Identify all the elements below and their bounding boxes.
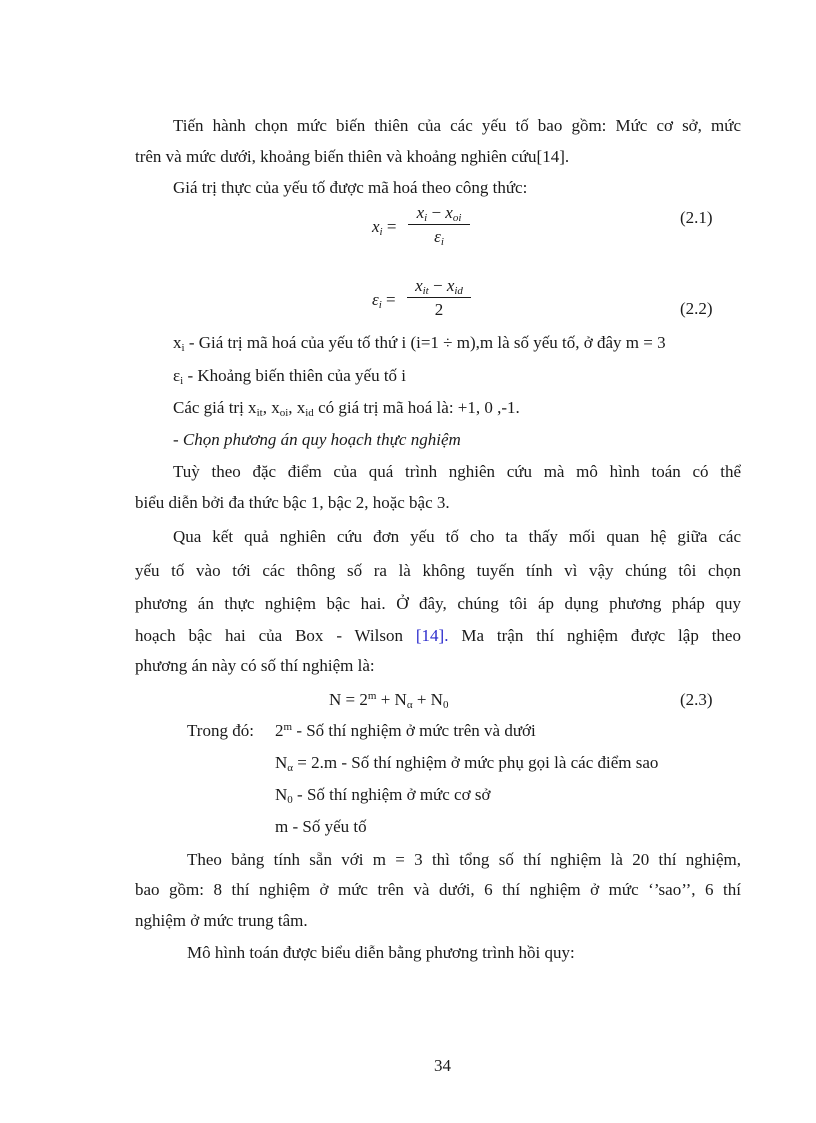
eq2-lhs: $\varepsilon_i$ = [372,290,396,311]
where-item-2: $N_\alpha = 2.m$ - Số thí nghiệm ở mức phụ gọi là các điểm sao [275,753,659,774]
equation-2-3: $N = 2^m + N_\alpha + N_0$ [329,690,449,711]
eq1-numerator: $x_i - x_{oi}$ [416,203,462,224]
paragraph-3-line-1: Tuỳ theo đặc điểm của quá trình nghiên cứu mà mô hình toán có thể [173,462,741,481]
paragraph-4-line-2: yếu tố vào tới các thông số ra là không tuyến tính vì vậy chúng tôi chọn [135,561,741,580]
paragraph-4-line-1: Qua kết quả nghiên cứu đơn yếu tố cho ta thấy mối quan hệ giữa các [173,527,741,546]
paragraph-2: Giá trị thực của yếu tố được mã hoá theo công thức: [173,178,528,197]
paragraph-1-line-1: Tiến hành chọn mức biến thiên của các yếu tố bao gồm: Mức cơ sở, mức [173,116,741,135]
paragraph-6: Mô hình toán được biểu diễn bằng phương trình hồi quy: [187,943,575,962]
definition-epsilon: $\varepsilon_i$ - Khoảng biến thiên của yếu tố i [173,366,407,387]
paragraph-4-line-4: hoạch bậc hai của Box - Wilson [14]. Ma trận thí nghiệm được lập theo [135,626,741,645]
paragraph-3-line-2: biểu diễn bởi đa thức bậc 1, bậc 2, hoặc bậc 3. [135,493,450,512]
paragraph-5-line-3: nghiệm ở mức trung tâm. [135,911,308,930]
eq1-lhs: $x_i$ = [372,217,397,238]
eq2-denominator: 2 [434,300,444,319]
eq2-label: (2.2) [680,299,713,318]
eq2-fraction [407,276,471,320]
where-item-3: $N_0$ - Số thí nghiệm ở mức cơ sở [275,785,491,806]
page-number: 34 [434,1056,451,1075]
where-label: Trong đó: [187,721,254,740]
definition-xi: $x_i$ - Giá trị mã hoá của yếu tố thứ i (i=1 ÷ m),m là số yếu tố, ở đây m = 3 [173,333,666,354]
citation-link[interactable]: [14]. [415,626,449,645]
eq1-fraction [408,203,470,247]
paragraph-4-line-3: phương án thực nghiệm bậc hai. Ở đây, chúng tôi áp dụng phương pháp quy [135,594,741,613]
eq3-label: (2.3) [680,690,713,709]
paragraph-5-line-1: Theo bảng tính sẵn với m = 3 thì tổng số thí nghiệm là 20 thí nghiệm, [187,850,741,869]
eq1-denominator: $\varepsilon_i$ [434,227,444,248]
eq2-numerator: $x_{it} - x_{id}$ [415,276,463,297]
section-heading: - Chọn phương án quy hoạch thực nghiệm [173,430,461,449]
paragraph-4-line-5: phương án này có số thí nghiệm là: [135,656,375,675]
eq1-label: (2.1) [680,208,713,227]
coded-values-line: Các giá trị $x_{it}$, $x_{oi}$, $x_{id}$ có giá trị mã hoá là: +1, 0 ,-1. [173,398,520,419]
paragraph-1-line-2: trên và mức dưới, khoảng biến thiên và khoảng nghiên cứu[14]. [135,147,570,166]
where-item-4: m - Số yếu tố [275,817,367,836]
paragraph-5-line-2: bao gồm: 8 thí nghiệm ở mức trên và dưới, 6 thí nghiệm ở mức ‘’sao’’, 6 thí [135,880,741,899]
where-item-1: 2$^m$ - Số thí nghiệm ở mức trên và dưới [275,721,536,740]
